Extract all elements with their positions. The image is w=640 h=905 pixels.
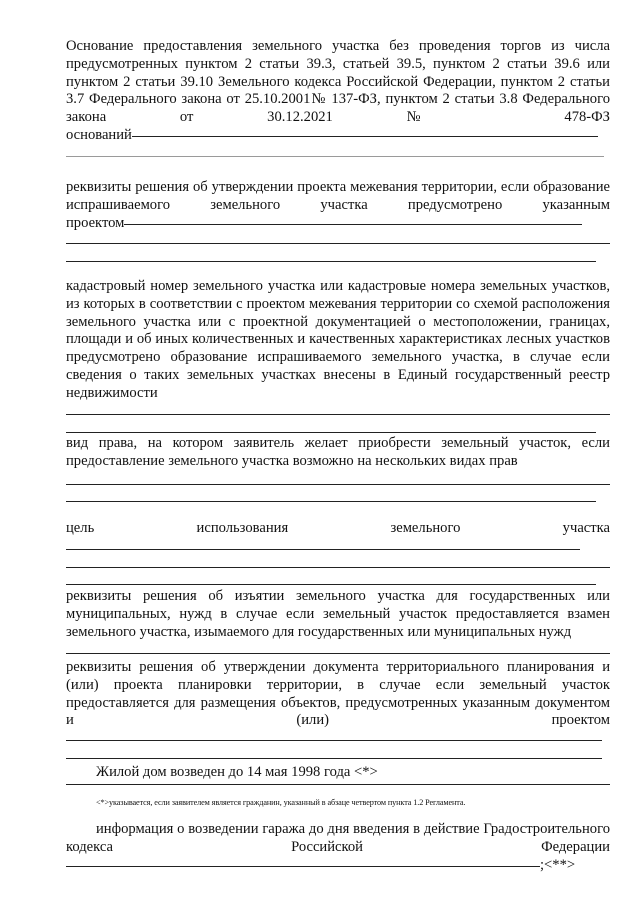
survey-input-line-3[interactable] xyxy=(66,261,596,262)
cadastral-paragraph: кадастровый номер земельного участка или кадастровые номера земельных участков, из которых в соответствии с проектом межевания территории со схемой расположения земельного участка или с проектной документацией о местоположении, границах, площади и об иных количественных и качественных характеристиках лесных участков предусмотрено образование испрашиваемого земельного участка, в случае если сведения о таких земельных участках внесены в Единый государственный реестр недвижимости xyxy=(66,278,610,401)
house-line xyxy=(66,784,610,785)
basis-tail-line xyxy=(66,127,598,145)
right-input-line[interactable] xyxy=(66,484,610,485)
right-paragraph: вид права, на котором заявитель желает приобрести земельный участок, если предоставление земельного участка возможно на нескольких видах прав xyxy=(66,435,610,469)
right-input-line-2[interactable] xyxy=(66,501,596,502)
survey-input-line-2[interactable] xyxy=(66,243,610,244)
survey-tail-label: проектом xyxy=(66,215,125,231)
purpose-paragraph: цель использования земельного участка xyxy=(66,520,610,536)
planning-input-line-2[interactable] xyxy=(66,758,602,759)
cadastral-input-line[interactable] xyxy=(66,414,610,415)
survey-tail-line xyxy=(66,215,582,233)
garage-tail-label: ;<**> xyxy=(540,857,576,873)
garage-tail-line xyxy=(66,857,575,875)
survey-input-line[interactable] xyxy=(124,224,582,225)
basis-input-line-2[interactable] xyxy=(66,156,604,157)
garage-paragraph: информация о возведении гаража до дня введения в действие Градостроительного кодекса Российской Федерации xyxy=(66,821,610,855)
seizure-input-line[interactable] xyxy=(66,653,610,654)
purpose-input-line-2[interactable] xyxy=(66,567,610,568)
cadastral-input-line-2[interactable] xyxy=(66,432,596,433)
planning-input-line[interactable] xyxy=(66,740,602,741)
basis-paragraph: Основание предоставления земельного участка без проведения торгов из числа предусмотренных пунктом 2 статьи 39.3, статьей 39.5, пунктом 2 статьи 39.6 или пунктом 2 статьи 39.10 Земельного кодекса Российской Федерации, пунктом 2 статьи 3.7 Федерального закона от 25.10.2001№ 137-ФЗ, пунктом 2 статьи 3.8 Федерального закона от 30.12.2021 № 478-ФЗ xyxy=(66,38,610,126)
purpose-input-line[interactable] xyxy=(66,549,580,550)
seizure-paragraph: реквизиты решения об изъятии земельного участка для государственных или муниципальных, нужд в случае если земельный участок предоставляется взамен земельного участка, изымаемого для государственных или муниципальных нужд xyxy=(66,588,610,640)
purpose-input-line-3[interactable] xyxy=(66,584,596,585)
garage-input-line[interactable] xyxy=(66,866,540,867)
footnote-text: <*>указывается, если заявителем является гражданин, указанный в абзаце четвертом пункта 1.2 Регламента. xyxy=(96,798,466,807)
basis-tail-label: оснований xyxy=(66,127,132,143)
house-statement: Жилой дом возведен до 14 мая 1998 года <*> xyxy=(96,764,378,780)
survey-paragraph: реквизиты решения об утверждении проекта межевания территории, если образование испрашиваемого земельного участка предусмотрено указанным xyxy=(66,179,610,213)
basis-input-line[interactable] xyxy=(132,136,598,137)
planning-paragraph: реквизиты решения об утверждении документа территориального планирования и (или) проекта планировки территории, в случае если земельный участок предоставляется для размещения объектов, предусмотренных указанным документом и (или) проектом xyxy=(66,659,610,729)
